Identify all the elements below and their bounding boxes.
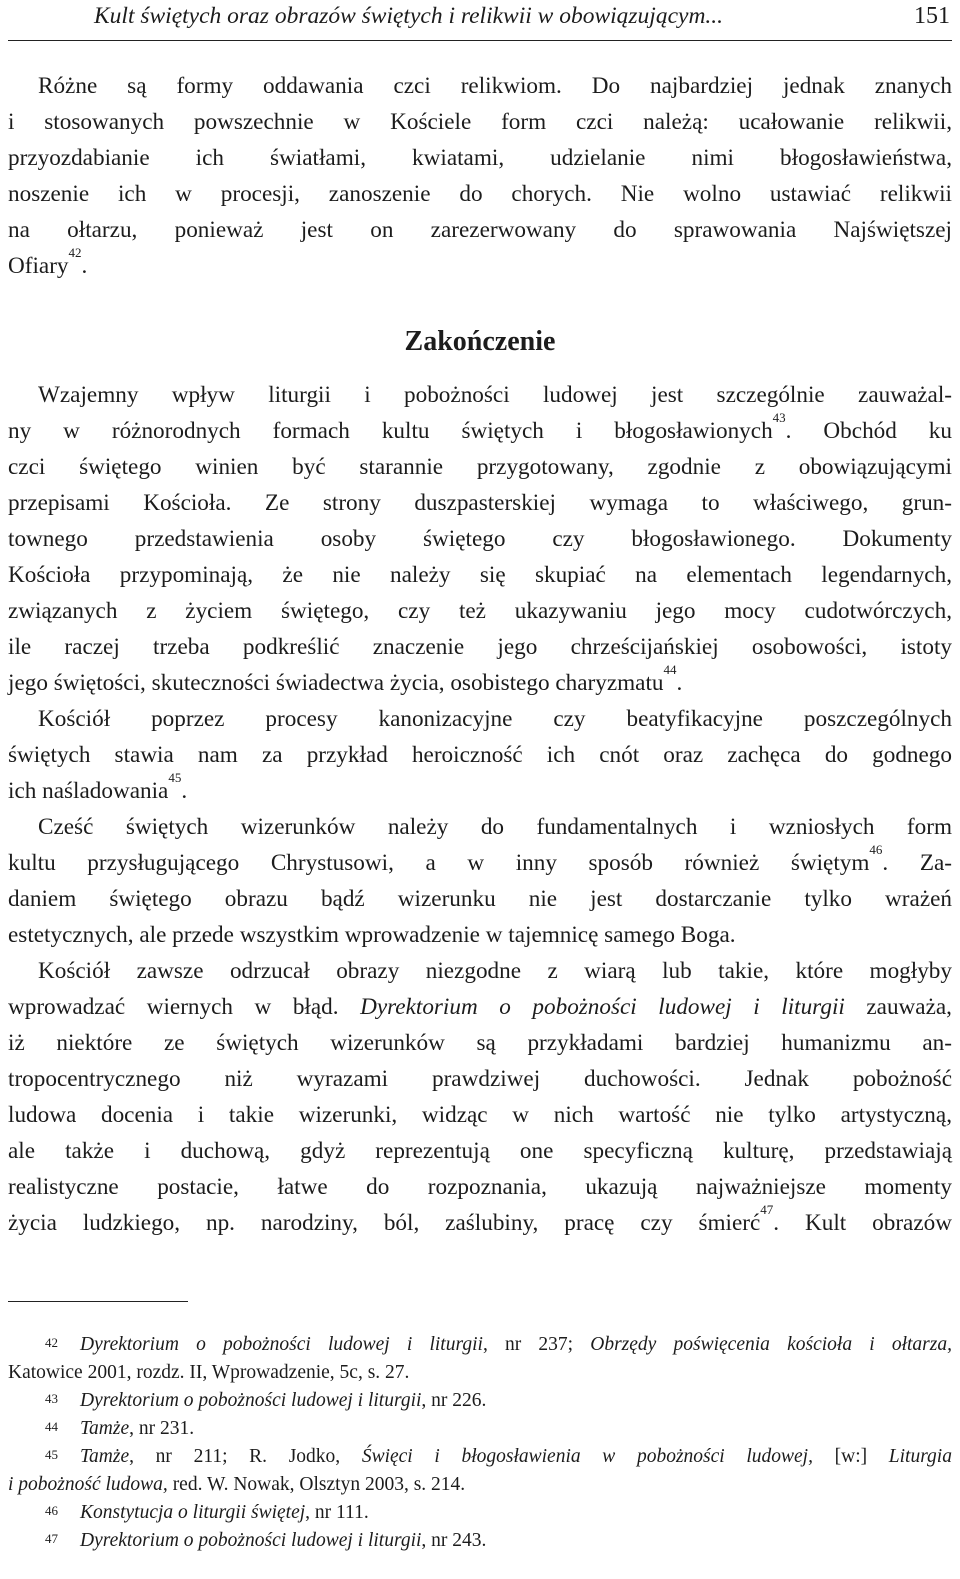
body-line: przepisami Kościoła. Ze strony duszpasterskiej wymaga to właściwego, grun- xyxy=(8,490,952,516)
cited-title: Dyrektorium o pobożności ludowej i liturgii xyxy=(360,994,845,1020)
footnote-ref[interactable]: 44 xyxy=(663,662,677,677)
footnote-ref[interactable]: 42 xyxy=(68,245,82,260)
body-line: jego świętości, skuteczności świadectwa życia, osobistego charyzmatu$^{44}$. xyxy=(8,662,683,696)
footnote-45: 45 Tamże, nr 211; R. Jodko, Święci i błogosławienia w pobożności ludowej, [w:] Liturgia xyxy=(45,1446,952,1467)
body-line: Kościół zawsze odrzucał obrazy niezgodne z wiarą lub takie, które mogłyby xyxy=(38,958,952,984)
body-line: Kościoła przypominają, że nie należy się skupiać na elementach legendarnych, xyxy=(8,562,952,588)
footnote-43: 43 Dyrektorium o pobożności ludowej i liturgii, nr 226. xyxy=(45,1390,487,1411)
body-line: przyozdabianie ich światłami, kwiatami, udzielanie nimi błogosławieństwa, xyxy=(8,145,952,171)
footnote-42-cont: Katowice 2001, rozdz. II, Wprowadzenie, 5c, s. 27. xyxy=(8,1362,410,1383)
running-head-title: Kult świętych oraz obrazów świętych i relikwii w obowiązującym... xyxy=(94,3,724,29)
body-line: wprowadzać wiernych w błąd. Dyrektorium o pobożności ludowej i liturgii zauważa, xyxy=(8,994,952,1020)
section-heading: Zakończenie xyxy=(404,326,556,357)
body-line: realistyczne postacie, łatwe do rozpoznania, ukazują najważniejsze momenty xyxy=(8,1174,952,1200)
footnote-ref[interactable]: 43 xyxy=(772,410,786,425)
body-line: iż niektóre ze świętych wizerunków są przykładami bardziej humanizmu an- xyxy=(8,1030,952,1056)
body-line: daniem świętego obrazu bądź wizerunku nie jest dostarczanie tylko wrażeń xyxy=(8,886,952,912)
body-line: estetycznych, ale przede wszystkim wprowadzenie w tajemnicę samego Boga. xyxy=(8,922,736,948)
body-line: Cześć świętych wizerunków należy do fundamentalnych i wzniosłych form xyxy=(38,814,952,840)
body-line: świętych stawia nam za przykład heroiczność ich cnót oraz zachęca do godnego xyxy=(8,742,952,768)
body-line: Wzajemny wpływ liturgii i pobożności ludowej jest szczególnie zauważal- xyxy=(38,382,952,408)
body-line: ale także i duchową, gdyż reprezentują one specyficzną kulturę, przedstawiają xyxy=(8,1138,952,1164)
body-line: życia ludzkiego, np. narodziny, ból, zaślubiny, pracę czy śmierć$^{47}$. Kult obrazów xyxy=(8,1202,952,1236)
body-line: Różne są formy oddawania czci relikwiom. Do najbardziej jednak znanych xyxy=(38,73,952,99)
body-line: ny w różnorodnych formach kultu świętych i błogosławionych$^{43}$. Obchód ku xyxy=(8,410,952,444)
body-line: ile raczej trzeba podkreślić znaczenie jego chrześcijańskiej osobowości, istoty xyxy=(8,634,952,660)
footnote-42: 42 Dyrektorium o pobożności ludowej i liturgii, nr 237; Obrzędy poświęcenia kościoła i ołtarza, xyxy=(45,1334,952,1355)
body-line: kultu przysługującego Chrystusowi, a w inny sposób również świętym$^{46}$. Za- xyxy=(8,842,952,876)
body-line: townego przedstawienia osoby świętego czy błogosławionego. Dokumenty xyxy=(8,526,952,552)
body-line: Kościół poprzez procesy kanonizacyjne czy beatyfikacyjne poszczególnych xyxy=(38,706,952,732)
body-line: i stosowanych powszechnie w Kościele form czci należą: ucałowanie relikwii, xyxy=(8,109,952,135)
footnote-45-cont: i pobożność ludowa, red. W. Nowak, Olsztyn 2003, s. 214. xyxy=(8,1474,466,1495)
footnote-ref[interactable]: 45 xyxy=(168,770,182,785)
body-line: związanych z życiem świętego, czy też ukazywaniu jego mocy cudotwórczych, xyxy=(8,598,952,624)
body-line: ich naśladowania$^{45}$. xyxy=(8,770,188,804)
footnote-46: 46 Konstytucja o liturgii świętej, nr 111. xyxy=(45,1502,369,1523)
body-line: na ołtarzu, ponieważ jest on zarezerwowany do sprawowania Najświętszej xyxy=(8,217,952,243)
body-line: czci świętego winien być starannie przygotowany, zgodnie z obowiązującymi xyxy=(8,454,952,480)
header-rule xyxy=(8,40,952,41)
footnote-44: 44 Tamże, nr 231. xyxy=(45,1418,195,1439)
footnote-ref[interactable]: 47 xyxy=(760,1202,774,1217)
body-line: ludowa docenia i takie wizerunki, widząc w nich wartość nie tylko artystyczną, xyxy=(8,1102,952,1128)
footnote-47: 47 Dyrektorium o pobożności ludowej i liturgii, nr 243. xyxy=(45,1530,487,1551)
body-line: Ofiary$^{42}$. xyxy=(8,245,88,279)
body-line: tropocentrycznego niż wyrazami prawdziwej duchowości. Jednak pobożność xyxy=(8,1066,952,1092)
page-number: 151 xyxy=(914,3,950,29)
footnote-rule xyxy=(8,1301,188,1302)
footnote-ref[interactable]: 46 xyxy=(869,842,883,857)
running-head xyxy=(8,0,952,32)
body-line: noszenie ich w procesji, zanoszenie do chorych. Nie wolno ustawiać relikwii xyxy=(8,181,952,207)
